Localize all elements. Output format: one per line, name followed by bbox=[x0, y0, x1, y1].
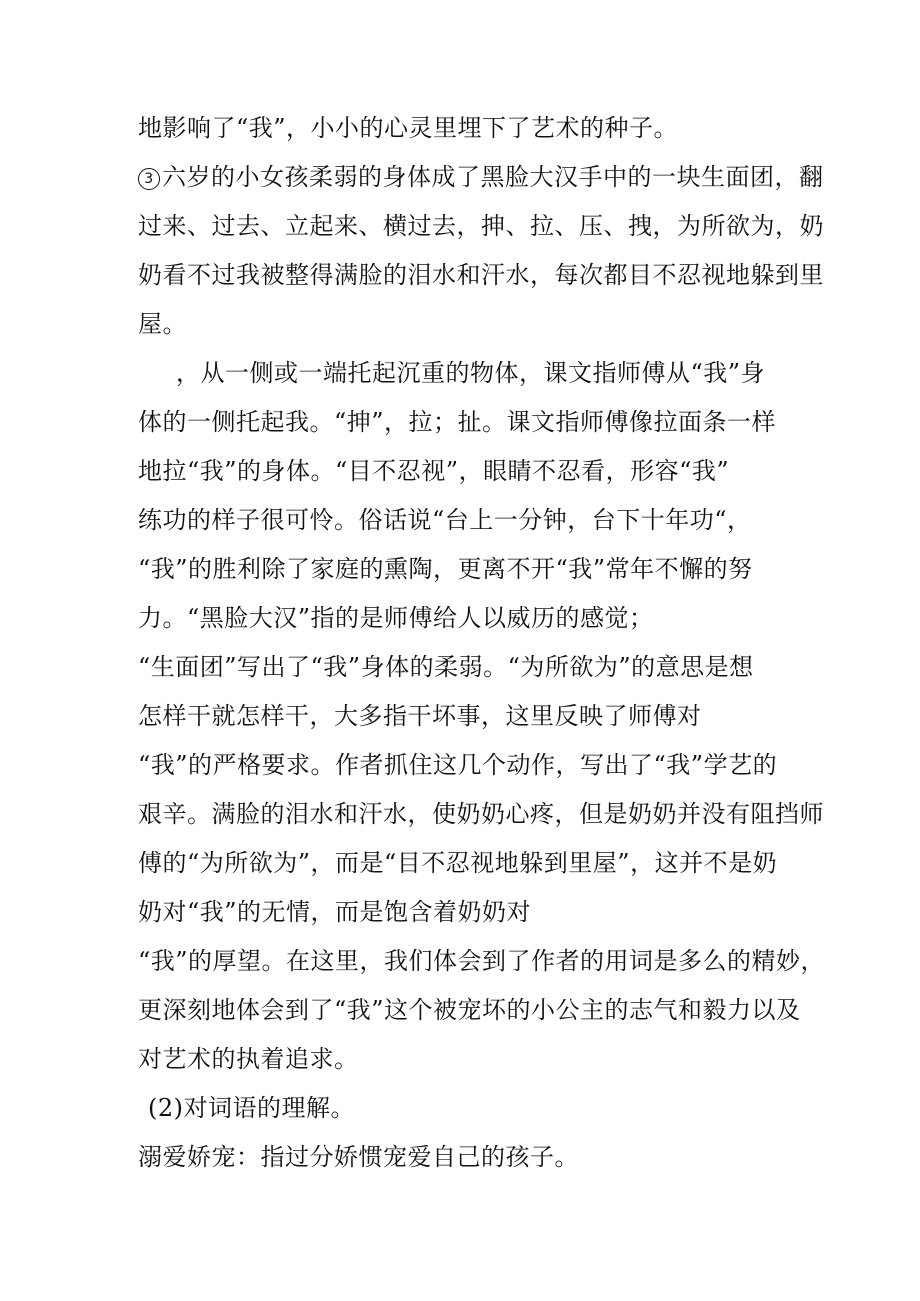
text-line: 练功的样子很可怜。俗话说“台上一分钟，台下十年功“， bbox=[138, 506, 752, 534]
text-line: 地拉“我”的身体。“目不忍视”，眼睛不忍看，形容“我” bbox=[138, 457, 730, 485]
text-line: 力。“黑脸大汉”指的是师傅给人以威历的感觉； bbox=[138, 604, 654, 632]
text-line: 地影响了“我”，小小的心灵里埋下了艺术的种子。 bbox=[138, 114, 679, 142]
text-line: “我”的胜利除了家庭的熏陶，更离不开“我”常年不懈的努 bbox=[138, 555, 753, 583]
section-heading: (2)对词语的理解。 bbox=[148, 1094, 355, 1122]
text-line: 体的一侧托起我。“抻”，拉；扯。课文指师傅像拉面条一样 bbox=[138, 408, 777, 436]
text-line: “生面团”写出了“我”身体的柔弱。“为所欲为”的意思是想 bbox=[138, 653, 754, 681]
text-line-paragraph-3 bbox=[138, 162, 824, 192]
text-line: 过来、过去、立起来、横过去，抻、拉、压、拽，为所欲为，奶 bbox=[138, 212, 824, 240]
text-line: ，从一侧或一端托起沉重的物体，课文指师傅从“我”身 bbox=[176, 359, 766, 387]
text-line: 六岁的小女孩柔弱的身体成了黑脸大汉手中的一块生面团，翻 bbox=[162, 163, 824, 191]
text-line: 对艺术的执着追求。 bbox=[138, 1045, 359, 1073]
text-line: 怎样干就怎样干，大多指干坏事，这里反映了师傅对 bbox=[138, 702, 702, 730]
text-line: “我”的严格要求。作者抓住这几个动作，写出了“我”学艺的 bbox=[138, 751, 778, 779]
text-line: 傅的“为所欲为”，而是“目不忍视地躲到里屋”，这并不是奶 bbox=[138, 849, 778, 877]
text-line: 奶看不过我被整得满脸的泪水和汗水，每次都目不忍视地躲到里 bbox=[138, 261, 824, 289]
text-line: 艰辛。满脸的泪水和汗水，使奶奶心疼，但是奶奶并没有阻挡师 bbox=[138, 800, 824, 828]
text-line: 奶对“我”的无情，而是饱含着奶奶对 bbox=[138, 898, 532, 926]
text-line: 屋。 bbox=[138, 310, 187, 338]
definition-line: 溺爱娇宠：指过分娇惯宠爱自己的孩子。 bbox=[138, 1143, 579, 1171]
paragraph-number-badge: 3 bbox=[138, 168, 160, 190]
text-line: 更深刻地体会到了“我”这个被宠坏的小公主的志气和毅力以及 bbox=[138, 996, 801, 1024]
text-line: “我”的厚望。在这里，我们体会到了作者的用词是多么的精妙， bbox=[138, 947, 826, 975]
